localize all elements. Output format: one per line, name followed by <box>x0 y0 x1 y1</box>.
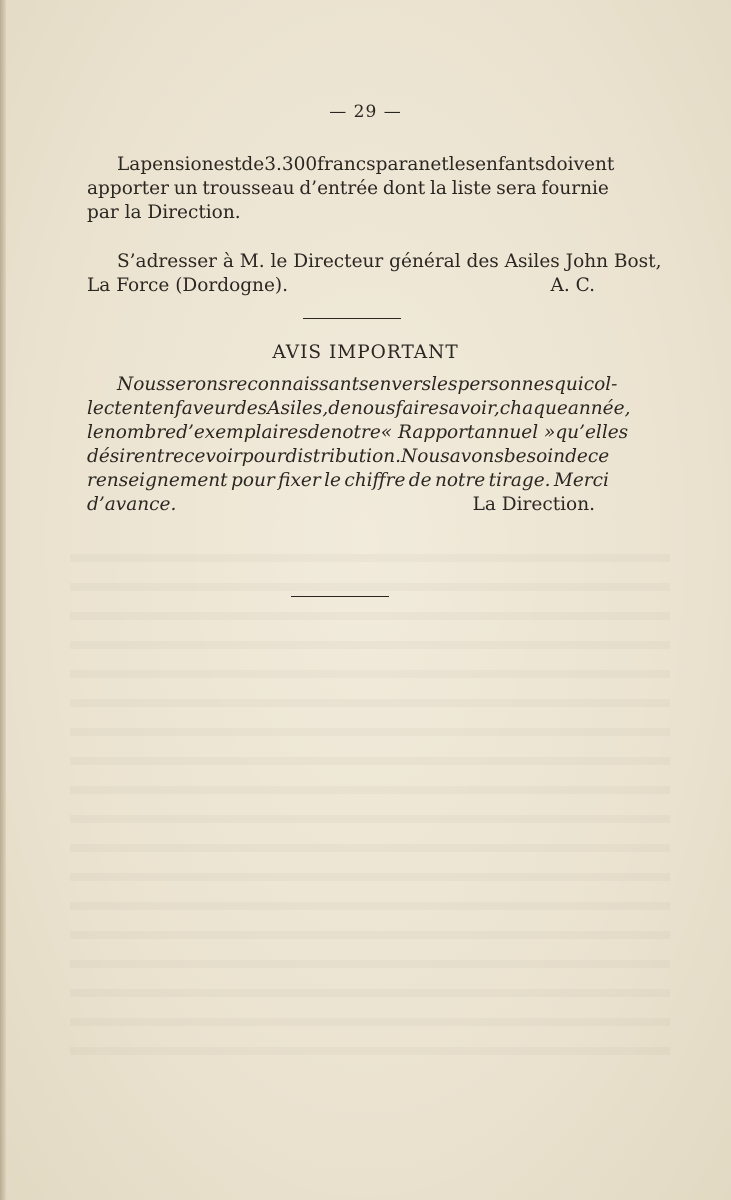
word: recevoir <box>164 446 242 467</box>
word: notre <box>330 422 381 443</box>
notice-signature: La Direction. <box>472 494 595 515</box>
notice-paragraph <box>87 373 631 517</box>
word: Merci <box>553 470 609 491</box>
word: notre <box>434 470 486 491</box>
contact-line-1 <box>87 250 662 274</box>
word: de <box>307 422 331 443</box>
word: de <box>408 470 432 491</box>
word: pension <box>140 154 214 175</box>
word: reconnaissants <box>227 374 369 395</box>
word: enfants <box>475 154 545 175</box>
word: fournie <box>541 178 609 199</box>
word: par la Direction. <box>87 202 241 223</box>
word: le <box>87 422 104 443</box>
word: le <box>324 470 341 491</box>
notice-line-3 <box>87 421 629 445</box>
word: d’exemplaires <box>176 422 308 443</box>
word: avons <box>449 446 504 467</box>
word: ce <box>587 446 610 467</box>
word: les <box>448 154 476 175</box>
word: chiffre <box>344 470 406 491</box>
notice-line-4 <box>87 445 609 469</box>
word: pour <box>241 446 286 467</box>
word: la <box>430 178 447 199</box>
contact-paragraph <box>87 250 662 298</box>
notice-title: AVIS IMPORTANT <box>272 342 459 363</box>
word: personnes <box>457 374 555 395</box>
word: en <box>151 398 175 419</box>
word: besoin <box>503 446 566 467</box>
word: d’entrée <box>299 178 379 199</box>
notice-line-1 <box>87 373 618 397</box>
notice-line-5 <box>87 469 609 493</box>
word: serons <box>165 374 228 395</box>
word: dont <box>382 178 426 199</box>
contact-address-text: S’adresser à M. le Directeur général des Asiles John Bost, <box>117 251 662 272</box>
word: Nous <box>401 446 450 467</box>
word: distribution. <box>285 446 402 467</box>
pension-line-1 <box>87 153 615 177</box>
word: lectent <box>87 398 152 419</box>
pension-line-2 <box>87 177 609 201</box>
word: d’avance. <box>87 494 177 515</box>
word: est <box>213 154 242 175</box>
contact-line-2 <box>87 274 609 298</box>
word: Nous <box>117 374 166 395</box>
word: année, <box>567 398 631 419</box>
word: de <box>241 154 265 175</box>
word: faire <box>395 398 440 419</box>
word: les <box>431 374 458 395</box>
word: Asiles, <box>267 398 329 419</box>
notice-line-2 <box>87 397 631 421</box>
word: de <box>328 398 351 419</box>
word: par <box>375 154 408 175</box>
word: fixer <box>278 470 321 491</box>
word: faveur <box>174 398 235 419</box>
word: et <box>430 154 449 175</box>
word: nous <box>351 398 396 419</box>
pension-line-3 <box>87 201 609 225</box>
word: des <box>234 398 268 419</box>
page-number: — 29 — <box>329 102 402 122</box>
pension-paragraph <box>87 153 615 225</box>
word: col- <box>583 374 618 395</box>
word: un <box>173 178 198 199</box>
word: La <box>117 154 141 175</box>
section-divider <box>303 318 401 319</box>
contact-location-text: La Force (Dordogne). <box>87 275 289 296</box>
word: pour <box>231 470 275 491</box>
word: liste <box>451 178 492 199</box>
word: doivent <box>544 154 615 175</box>
word: 3.300 <box>264 154 318 175</box>
word: an <box>407 154 431 175</box>
word: qui <box>554 374 584 395</box>
end-divider <box>291 596 389 597</box>
word: qu’elles <box>555 422 629 443</box>
word: francs <box>317 154 376 175</box>
word: sera <box>496 178 537 199</box>
word: chaque <box>499 398 568 419</box>
contact-initials: A. C. <box>550 275 595 296</box>
page-binding-edge <box>0 0 6 1200</box>
word: tirage. <box>488 470 551 491</box>
word: de <box>565 446 588 467</box>
word: savoir, <box>439 398 500 419</box>
word: annuel » <box>474 422 556 443</box>
word: trousseau <box>202 178 295 199</box>
word: nombre <box>103 422 177 443</box>
word: envers <box>368 374 432 395</box>
word: renseignement <box>87 470 228 491</box>
notice-line-6 <box>87 493 609 517</box>
bleed-through-texture <box>70 540 670 1060</box>
word: « Rapport <box>380 422 475 443</box>
word: désirent <box>87 446 165 467</box>
word: apporter <box>87 178 169 199</box>
